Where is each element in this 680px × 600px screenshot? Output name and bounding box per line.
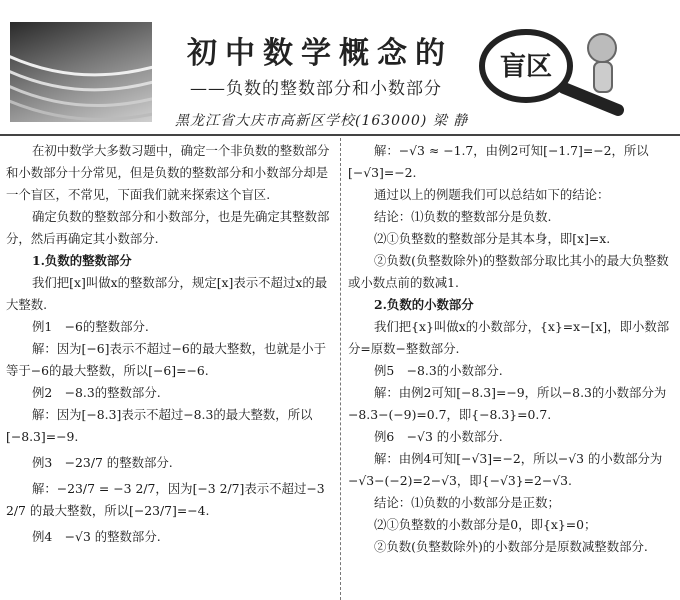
- column-divider: [340, 138, 342, 600]
- paragraph: 确定负数的整数部分和小数部分，也是先确定其整数部分，然后再确定其小数部分.: [6, 209, 330, 246]
- paragraph: 结论：⑴负数的小数部分是正数；: [374, 495, 560, 510]
- paragraph: 结论：⑴负数的整数部分是负数.: [374, 209, 552, 224]
- paragraph: 解：−√3 ≈ −1.7，由例2可知[−1.7]=−2，所以[−√3]=−2.: [348, 143, 649, 180]
- article-title: 初中数学概念的: [187, 36, 453, 71]
- paragraph: 1.负数的整数部分: [32, 253, 132, 268]
- paragraph: ⑵①负整数的整数部分是其本身，即[x]=x.: [374, 231, 611, 246]
- paragraph: 例5 −8.3的小数部分.: [374, 363, 503, 378]
- paragraph: ⑵①负整数的小数部分是0，即{x}=0；: [374, 517, 597, 532]
- paragraph: 通过以上的例题我们可以总结如下的结论：: [374, 187, 610, 202]
- paragraph: 解：−23/7 = −3 2/7，因为[−3 2/7]表示不超过−3 2/7 的最大整数，所以[−23/7]=−4.: [6, 481, 325, 518]
- paragraph: 例4 −√3 的整数部分.: [32, 529, 161, 544]
- paragraph: 例1 −6的整数部分.: [32, 319, 149, 334]
- paragraph: 在初中数学大多数习题中，确定一个非负数的整数部分和小数部分十分常见，但是负数的整数部分和小数部分却是一个盲区，不常见，下面我们就来探索这个盲区.: [6, 143, 330, 202]
- right-column: [348, 140, 674, 558]
- paragraph: 解：因为[−6]表示不超过−6的最大整数，也就是小于等于−6的最大整数，所以[−6]=−6.: [6, 341, 327, 378]
- article-subtitle: ——负数的整数部分和小数部分: [190, 79, 442, 99]
- paragraph: ②负数(负整数除外)的小数部分是原数减整数部分.: [374, 539, 648, 554]
- article-header: [0, 0, 680, 132]
- paragraph: 解：由例2可知[−8.3]=−9，所以−8.3的小数部分为−8.3−(−9)=0.7，即{−8.3}=0.7.: [348, 385, 667, 422]
- paragraph: 解：由例4可知[−√3]=−2，所以−√3 的小数部分为−√3−(−2)=2−√3，即{−√3}=2−√3.: [348, 451, 663, 488]
- paragraph: 2.负数的小数部分: [374, 297, 474, 312]
- badge-label: 盲区: [499, 52, 552, 82]
- paragraph: ②负数(负整数除外)的整数部分取比其小的最大负整数或小数点前的数减1.: [348, 253, 669, 290]
- header-photo: [10, 22, 152, 122]
- header-divider: [0, 134, 680, 136]
- author-line: 黑龙江省大庆市高新区学校(163000) 梁 静: [175, 113, 469, 129]
- track-illustration: [10, 22, 152, 122]
- paragraph: 例2 −8.3的整数部分.: [32, 385, 161, 400]
- paragraph: 我们把{x}叫做x的小数部分，{x}=x−[x]，即小数部分=原数−整数部分.: [348, 319, 670, 356]
- paragraph: 我们把[x]叫做x的整数部分，规定[x]表示不超过x的最大整数.: [6, 275, 328, 312]
- left-column: [6, 140, 332, 548]
- paragraph: 解：因为[−8.3]表示不超过−8.3的最大整数，所以[−8.3]=−9.: [6, 407, 313, 444]
- paragraph: 例6 −√3 的小数部分.: [374, 429, 503, 444]
- paragraph: 例3 −23/7 的整数部分.: [32, 455, 173, 470]
